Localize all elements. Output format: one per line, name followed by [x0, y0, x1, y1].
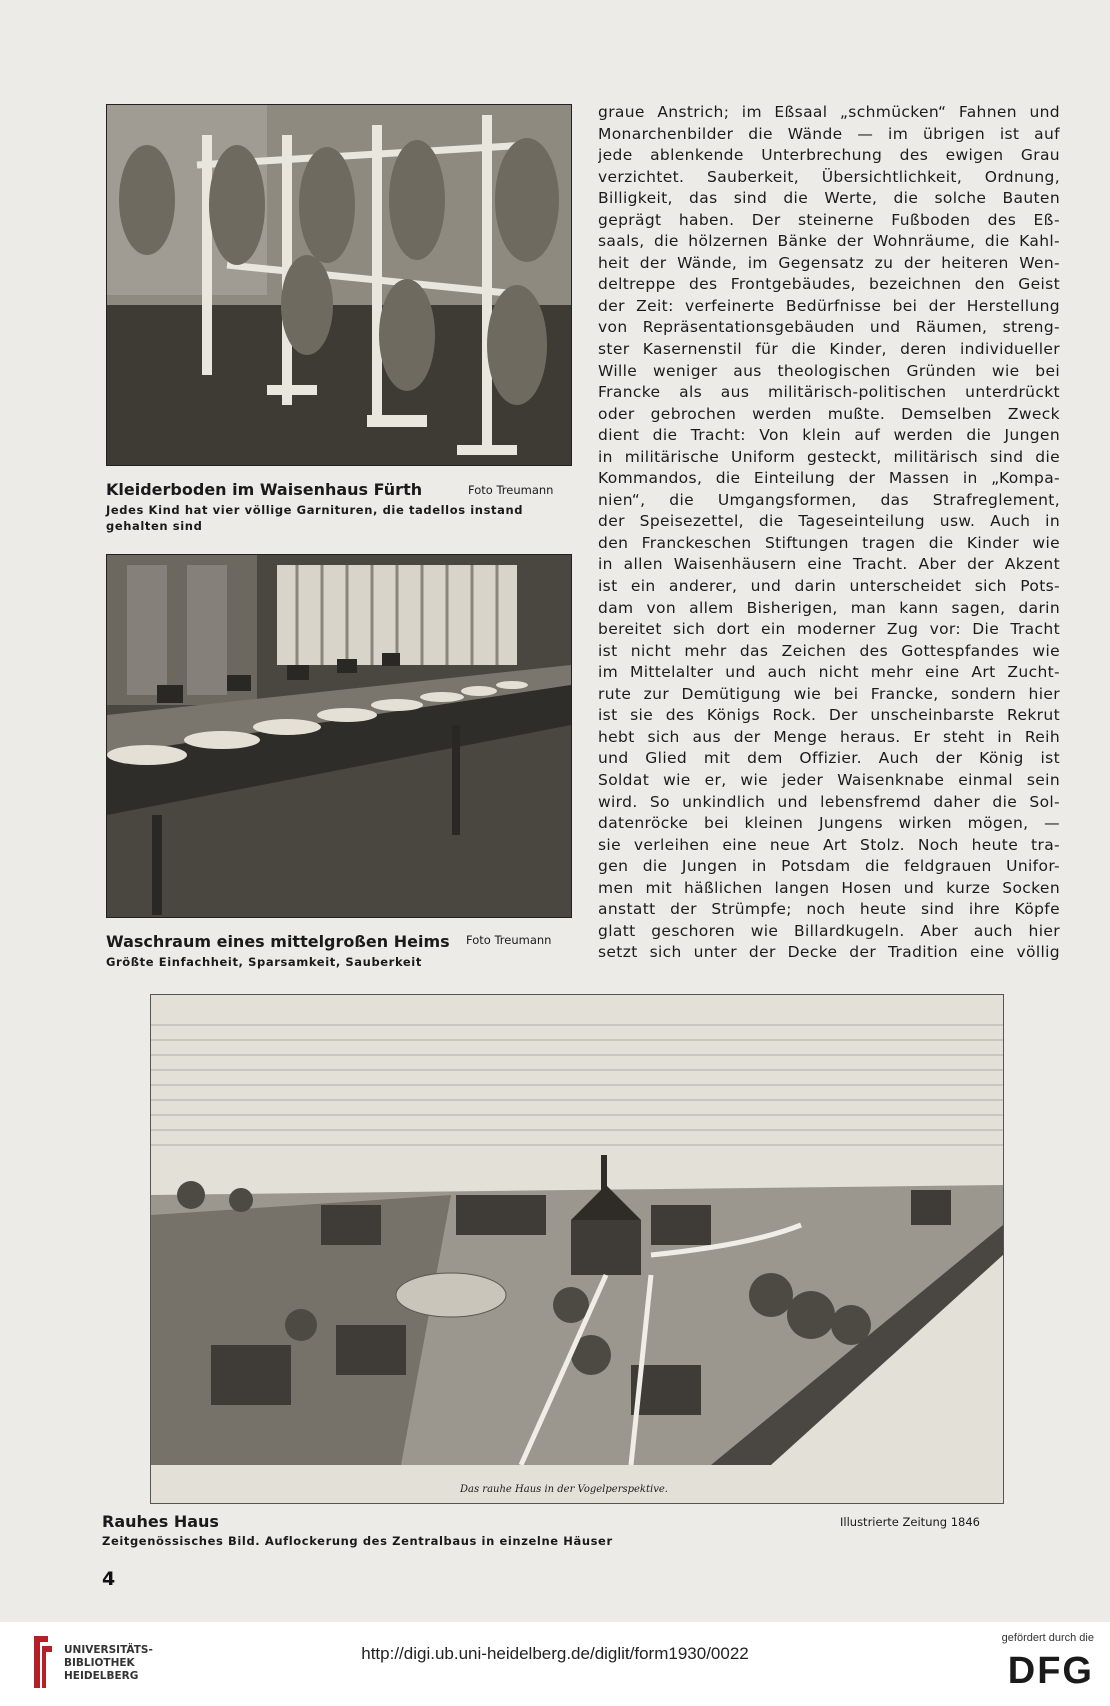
- figure1-credit: Foto Treumann: [468, 483, 554, 497]
- figure3-title: Rauhes Haus: [102, 1512, 219, 1531]
- body-text-line: ist sie des Königs Rock. Der unscheinbarste Rekrut: [598, 706, 1060, 725]
- body-text-line: den Franckeschen Stiftungen tragen die Kinder wie: [598, 533, 1060, 552]
- body-text-line: in militärische Uniform gesteckt, militärisch sind die: [598, 447, 1060, 466]
- body-text-line: ist ein anderer, und darin unterscheidet sich Pots-: [598, 577, 1060, 596]
- body-text-line: jede ablenkende Unterbrechung des ewigen Grau: [598, 146, 1060, 165]
- body-text-line: Wille weniger aus theologischen Gründen wie bei: [598, 361, 1060, 380]
- body-text-line: anstatt der Strümpfe; noch heute sind ihre Köpfe: [598, 900, 1060, 919]
- figure2-subtitle: Größte Einfachheit, Sparsamkeit, Sauberkeit: [106, 955, 422, 969]
- figure1-subtitle: Jedes Kind hat vier völlige Garnituren, die tadellos instand gehalten sind: [106, 503, 524, 533]
- body-text-line: verzichtet. Sauberkeit, Übersichtlichkeit, Ordnung,: [598, 167, 1060, 186]
- figure2-credit: Foto Treumann: [466, 933, 552, 947]
- body-text-line: ist nicht mehr das Zeichen des Gottespfandes wie: [598, 641, 1060, 660]
- body-text-line: setzt sich unter der Decke der Tradition eine völlig: [598, 943, 1060, 962]
- body-text-line: deltreppe des Frontgebäudes, bezeichnen den Geist: [598, 275, 1060, 294]
- body-text-line: dam von allem Bisherigen, man kann sagen, darin: [598, 598, 1060, 617]
- body-text-line: graue Anstrich; im Eßsaal „schmücken“ Fahnen und: [598, 103, 1060, 121]
- body-text-line: im Mittelalter und auch nicht mehr eine Art Zucht-: [598, 663, 1060, 682]
- figure3-credit: Illustrierte Zeitung 1846: [840, 1515, 980, 1529]
- library-line-3: HEIDELBERG: [64, 1670, 139, 1682]
- body-text-line: oder gebrochen werden mußte. Demselben Zweck: [598, 404, 1060, 423]
- library-line-1: UNIVERSITÄTS-: [64, 1644, 153, 1656]
- body-text-line: Billigkeit, das sind die Werte, die solche Bauten: [598, 189, 1060, 208]
- engraving-rauhes-haus: [150, 994, 1004, 1504]
- body-text-line: hebt sich aus der Menge heraus. Er steht in Reih: [598, 727, 1060, 746]
- body-text-line: und Glied mit dem Offizier. Auch der König ist: [598, 749, 1060, 768]
- body-text-line: Monarchenbilder die Wände — im übrigen ist auf: [598, 124, 1060, 143]
- body-text-line: heit der Wände, im Gegensatz zu der heiteren Wen-: [598, 253, 1060, 272]
- washroom-illustration: [107, 555, 571, 917]
- body-text-line: Kommandos, die Einteilung der Massen in „Kompa-: [598, 469, 1060, 488]
- body-text-line: ster Kasernenstil für die Kinder, deren individueller: [598, 340, 1060, 359]
- photo-washroom: [106, 554, 572, 918]
- footer-bar: [0, 1622, 1110, 1706]
- body-text-line: saals, die hölzernen Bänke der Wohnräume, die Kahl-: [598, 232, 1060, 251]
- photo-cloakroom: [106, 104, 572, 466]
- body-text-line: gen die Jungen in Potsdam die feldgrauen Unifor-: [598, 857, 1060, 876]
- figure3-subtitle: Zeitgenössisches Bild. Auflockerung des Zentralbaus in einzelne Häuser: [102, 1534, 613, 1548]
- body-text-line: geprägt haben. Der steinerne Fußboden des Eß-: [598, 210, 1060, 229]
- body-text-line: men mit häßlichen langen Hosen und kurze Socken: [598, 878, 1060, 897]
- body-text-line: der Zeit: verfeinerte Bedürfnisse bei der Herstellung: [598, 296, 1060, 315]
- body-text-line: rute zur Demütigung wie bei Francke, sondern hier: [598, 684, 1060, 703]
- body-text-line: nien“, die Umgangsformen, das Strafreglement,: [598, 490, 1060, 509]
- body-text-line: dient die Tracht: Von klein auf werden die Jungen: [598, 426, 1060, 445]
- body-text-line: in allen Waisenhäusern eine Tracht. Aber der Akzent: [598, 555, 1060, 574]
- body-text-line: Soldat wie er, wie jeder Waisenknabe einmal sein: [598, 770, 1060, 789]
- figure2-title: Waschraum eines mittelgroßen Heims: [106, 932, 450, 951]
- body-text-column: [598, 102, 1060, 964]
- body-text-line: sie verleihen eine neue Art Stolz. Noch heute tra-: [598, 835, 1060, 854]
- body-text-line: datenröcke bei kleinen Jungens wirken mögen, —: [598, 814, 1060, 833]
- engraving-illustration: [151, 995, 1003, 1503]
- footer-url[interactable]: http://digi.ub.uni-heidelberg.de/diglit/form1930/0022: [361, 1644, 749, 1663]
- cloakroom-illustration: [107, 105, 571, 465]
- library-line-2: BIBLIOTHEK: [64, 1657, 135, 1669]
- dfg-logo: DFG: [1007, 1650, 1094, 1692]
- body-text-line: Francke als aus militärisch-politischen unterdrückt: [598, 383, 1060, 402]
- engraving-inscription: Das rauhe Haus in der Vogelperspektive.: [460, 1484, 668, 1495]
- body-text-line: wird. So unkindlich und lebensfremd daher die Sol-: [598, 792, 1060, 811]
- funding-label: gefördert durch die: [1001, 1632, 1094, 1644]
- body-text-line: von Repräsentationsgebäuden und Räumen, streng-: [598, 318, 1060, 337]
- figure1-title: Kleiderboden im Waisenhaus Fürth: [106, 480, 423, 499]
- body-text-line: glatt geschoren wie Billardkugeln. Aber auch hier: [598, 921, 1060, 940]
- body-text-line: bereitet sich dort ein moderner Zug vor: Die Tracht: [598, 620, 1060, 639]
- body-text-line: der Speisezettel, die Tageseinteilung usw. Auch in: [598, 512, 1060, 531]
- page-number: 4: [102, 1568, 116, 1590]
